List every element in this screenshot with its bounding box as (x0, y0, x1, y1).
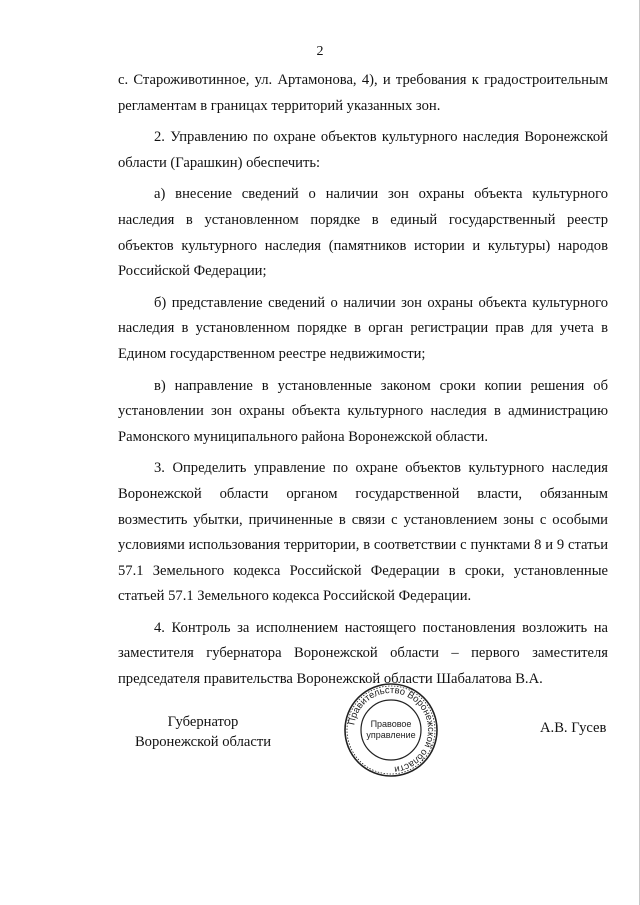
paragraph-continuation: с. Староживотинное, ул. Артамонова, 4), и требования к градостроительным регламентам в границах территорий указанных зон. (118, 72, 608, 114)
document-body (118, 68, 608, 693)
signatory-name: А.В. Гусев (540, 720, 607, 736)
stamp-inner-line2: управление (366, 730, 416, 740)
paragraph-subitem-b: б) представление сведений о наличии зон охраны объекта культурного наследия в установленном порядке в орган регистрации прав для учета в Едином государственном реестре недвижимости; (118, 294, 608, 362)
paragraph-subitem-v: в) направление в установленные законом сроки копии решения об установлении зон охраны объекта культурного наследия в администрацию Рамонского муниципального района Воронежской области. (118, 377, 608, 445)
paragraph-item-2: 2. Управлению по охране объектов культурного наследия Воронежской области (Гарашкин) обеспечить: (118, 129, 608, 171)
paragraph-subitem-a: а) внесение сведений о наличии зон охраны объекта культурного наследия в установленном порядке в единый государственный реестр объектов культурного наследия (памятников истории и культуры) народов Российской Федерации; (118, 186, 608, 280)
stamp-ring-textpath: Правительство Воронежской области (346, 684, 437, 775)
signatory-position-line1: Губернатор (167, 714, 239, 730)
paragraph-item-4: 4. Контроль за исполнением настоящего постановления возложить на заместителя губернатора Воронежской области – первого заместителя председателя правительства Воронежской области Шабалатова В.А. (118, 619, 608, 688)
paragraph-item-3: 3. Определить управление по охране объектов культурного наследия Воронежской области органом государственной власти, обязанным возместить убытки, причиненные в связи с установлением зоны с особыми условиями использования территории, в соответствии с пунктами 8 и 9 статьи 57.1 Земельного кодекса Российской Федерации в сроки, установленные статьей 57.1 Земельного кодекса Российской Федерации. (118, 460, 608, 605)
signatory-position (118, 712, 288, 752)
official-stamp (343, 682, 439, 778)
stamp-inner-line1: Правовое (370, 719, 412, 729)
signatory-position-line2: Воронежской области (134, 734, 272, 750)
page-number: 2 (316, 44, 324, 59)
